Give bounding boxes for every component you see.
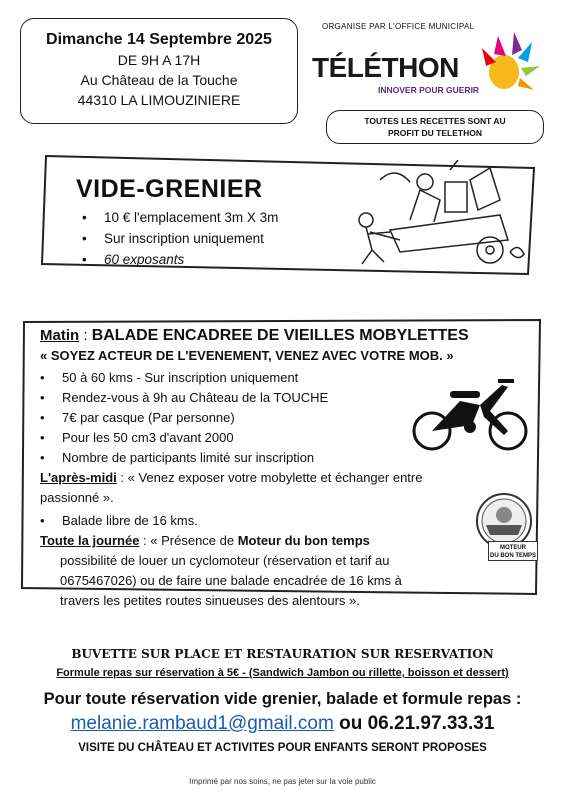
apres-midi-line-2: passionné ». [40, 490, 114, 505]
event-city: 44310 LA LIMOUZINIERE [77, 92, 241, 108]
reservation-heading: Pour toute réservation vide grenier, balade et formule repas : [43, 690, 522, 708]
balade-item: • 7€ par casque (Par personne) [40, 410, 235, 425]
apres-midi-item: • Balade libre de 16 kms. [40, 513, 198, 528]
junk-cart-illustration [350, 160, 525, 270]
recettes-line-2: PROFIT DU TELETHON [388, 128, 482, 138]
event-info-box [20, 18, 298, 124]
balade-item: • Nombre de participants limité sur inscription [40, 450, 315, 465]
contact-line: melanie.rambaud1@gmail.com ou 06.21.97.33.31 [70, 713, 495, 734]
journee-line-2: possibilité de louer un cyclomoteur (réservation et tarif au [60, 553, 390, 568]
event-hours: DE 9H A 17H [117, 52, 201, 68]
event-date: Dimanche 14 Septembre 2025 [46, 31, 272, 48]
recettes-box [326, 110, 544, 144]
moteur-badge-label: MOTEUR DU BON TEMPS [488, 541, 538, 561]
balade-item: • Rendez-vous à 9h au Château de la TOUCHE [40, 390, 329, 405]
recettes-line-1: TOUTES LES RECETTES SONT AU [364, 116, 506, 126]
phone-number: 06.21.97.33.31 [367, 713, 495, 734]
balade-item: • Pour les 50 cm3 d'avant 2000 [40, 430, 234, 445]
balade-title: BALADE ENCADREE DE VIEILLES MOBYLETTES [91, 327, 469, 344]
vide-grenier-title: VIDE-GRENIER [76, 175, 263, 203]
vide-grenier-item: • 60 exposants [82, 252, 185, 267]
balade-quote: « SOYEZ ACTEUR DE L'EVENEMENT, VENEZ AVEC VOTRE MOB. » [40, 348, 454, 363]
telethon-tagline: INNOVER POUR GUERIR [378, 85, 480, 95]
apres-midi-label: L'après-midi [40, 470, 117, 485]
event-place: Au Château de la Touche [80, 72, 238, 88]
balade-title-line: Matin : BALADE ENCADREE DE VIEILLES MOBYLETTES [40, 327, 469, 344]
journee-line: Toute la journée : « Présence de Moteur du bon temps [40, 533, 370, 548]
telethon-logo-text: TÉLÉTHON [312, 52, 459, 83]
journee-label: Toute la journée [40, 533, 140, 548]
email-link[interactable]: melanie.rambaud1@gmail.com [70, 713, 334, 734]
journee-line-4: travers les petites routes sinueuses des alentours ». [60, 593, 360, 608]
formule-repas: Formule repas sur réservation à 5€ - (Sandwich Jambon ou rillette, boisson et dessert) [56, 667, 509, 679]
journee-line-3: 0675467026) ou de faire une balade encadrée de 16 kms à [60, 573, 402, 588]
apres-midi-line: L'après-midi : « Venez exposer votre mobylette et échanger entre [40, 470, 423, 485]
buvette-heading: BUVETTE SUR PLACE ET RESTAURATION SUR RESERVATION [71, 647, 494, 661]
moped-illustration [410, 375, 530, 455]
balade-item: • 50 à 60 kms - Sur inscription uniquement [40, 370, 299, 385]
telethon-sun-icon [476, 28, 542, 98]
vide-grenier-item: • Sur inscription uniquement [82, 231, 264, 246]
print-notice: Imprimé par nos soins, ne pas jeter sur la voie public [189, 777, 376, 786]
matin-label: Matin [40, 327, 80, 344]
visite-note: VISITE DU CHÂTEAU ET ACTIVITES POUR ENFANTS SERONT PROPOSES [78, 742, 487, 754]
organizer-text: ORGANISE PAR L'OFFICE MUNICIPAL [322, 22, 475, 31]
vide-grenier-item: • 10 € l'emplacement 3m X 3m [82, 210, 279, 225]
